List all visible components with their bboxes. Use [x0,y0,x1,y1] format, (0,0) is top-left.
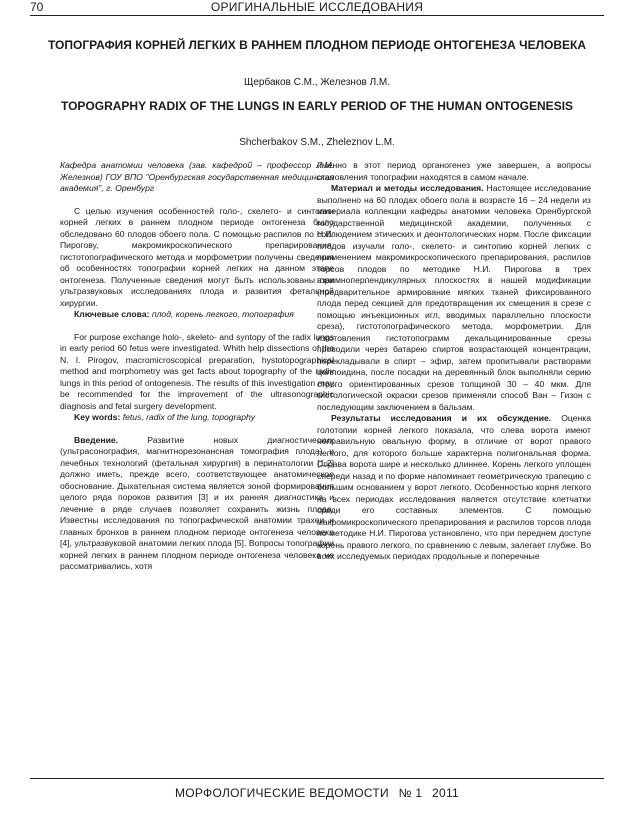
results [317,413,591,563]
left-column [60,160,334,573]
header-divider [30,15,604,16]
introduction-continued: именно в этот период органогенез уже завершен, а вопросы становления топографии находятся в самом начале. [317,160,591,182]
keywords-ru-text: плод, корень легкого, топография [149,309,294,319]
results-label: Результаты исследования и их обсуждение. [331,413,552,423]
journal-name: МОРФОЛОГИЧЕСКИЕ ВЕДОМОСТИ [174,786,389,800]
abstract-ru: С целью изучения особенностей голо-, скелето- и синтопии корней легких в раннем плодном периоде онтогенеза было обследовано 60 плодов обоего пола. С помощью распилов по Н.И. Пирогову, макромикроскопического препарирования, гистотопографического метода и морфометрии получены сведения об особенностях топографии корней легких на данном этапе онтогенеза. Полученные сведения могут быть использованы при ультразвуковых исследованиях плода и развития фетальной хирургии. [60,205,334,308]
keywords-en-text: fetus, radix of the lung, topography [120,412,256,422]
footer-divider [30,778,604,779]
keywords-ru-label: Ключевые слова: [74,309,150,319]
authors-en: Shcherbakov S.M., Zheleznov L.M. [239,137,395,148]
affiliation: Кафедра анатомии человека (зав. кафедрой – профессор Л.М. Железнов) ГОУ ВПО "Оренбургская государственная медицинская академия", г. Оренбург [60,160,334,193]
keywords-en [60,412,334,424]
abstract-en: For purpose exchange holo-, skeleto- and syntopy of the radix lungs in early period 60 fetus were investigated. Whith help dissections of the N. I. Pirogov, macromicroscopical preparation, hystotopographical method and morphometry was get facts about topography of the radix lungs in this period of ontogenesis. The results of this investigation may be recommended for the improvement of the ultrasonographic diagnosis and fetal surgery development. [60,331,334,411]
year: 2011 [432,786,460,800]
authors-ru: Щербаков С.М., Железнов Л.М. [243,77,391,88]
introduction-label: Введение. [74,434,119,445]
issue-number: № 1 [398,786,423,800]
introduction-text: Развитие новых диагностических (ультрасонография, магнитнорезонансная томография плода) и лечебных технологий (фетальная хирургия) в перинатологии [1,2] должно иметь, прежде всего, соответствующее анатомическое обоснование. Дыхательная система является зоной формирования целого ряда пороков развития [3] и их ранняя диагностика и лечение в ряде случаев позволяет сохранить жизнь плода. Известны исследования по топографической анатомии трахеи и главных бронхов в раннем плодном периоде онтогенеза человека [4], ультразвуковой анатомии легких плода [5]. Вопросы топографии корней легких в раннем плодном периоде онтогенеза человека не рассматривались, хотя [60,434,334,571]
article-title-ru: ТОПОГРАФИЯ КОРНЕЙ ЛЕГКИХ В РАННЕМ ПЛОДНОМ ПЕРИОДЕ ОНТОГЕНЕЗА ЧЕЛОВЕКА [48,38,586,52]
methods [317,183,591,413]
results-text: Оценка голотопии корней легкого показала, что слева ворота имеют неправильную овальную форму, в отличие от ворот правого легкого, для которого больше характерна полигональная форма. Справа ворота шире и несколько длиннее. Корень легкого уплощен спереди назад и по форме напоминает геометрическую трапецию с большим основанием у ворот легкого. Особенностью корня легкого на всех периодах исследования является отсутствие клетчатки среди его составных элементов. С помощью макромикроскопического препарирования и распилов торсов плода по методике Н.И. Пирогова установлено, что при переднем доступе корень правого легкого, по сравнению с левым, залегает глубже. Во всех исследуемых периодах продольные и поперечные [317,413,591,561]
section-title: ОРИГИНАЛЬНЫЕ ИССЛЕДОВАНИЯ [210,0,424,14]
methods-label: Материал и методы исследования. [331,183,484,193]
methods-text: Настоящее исследование выполнено на 60 плодах обоего пола в возрасте 16 – 24 недели из материала коллекции кафедры анатомии человека Оренбургской государственной медицинской академии, полученных с соблюдением этических и деонтологических норм. После фиксации плодов изучали голо-, скелето- и синтопию корней легких с применением макромикроскопического препарирования, распилов торсов плодов по методике Н.И. Пирогова в трех взаимноперпендикулярных плоскостях в нашей модификации (предварительное армирование мягких тканей фиксированного плода перед секцией для предотвращения их смещения в срезе с помощью инъекционных игл, вводимых параллельно плоскости среза), гистотопографического метода, морфометрии. Для изготовления гистотопограмм декальцинированные срезы проводили через батарею спиртов возрастающей концентрации, перекладывали в спирт – эфир, затем пропитывали растворами целлоидина, после посадки на деревянный блок выполняли серию строго ориентированных срезов толщиной 30 – 40 мкм. Для гистологической окраски срезов применяли способ Ван – Гизон с последующим заключением в бальзам. [317,183,591,412]
article-title-en: TOPOGRAPHY RADIX OF THE LUNGS IN EARLY PERIOD OF THE HUMAN ONTOGENESIS [60,99,574,113]
page-number: 70 [30,0,44,14]
keywords-ru [60,309,334,321]
keywords-en-label: Key words: [74,412,121,422]
introduction [60,435,334,573]
running-footer [30,786,604,800]
right-column [317,160,591,563]
running-header [30,0,604,15]
